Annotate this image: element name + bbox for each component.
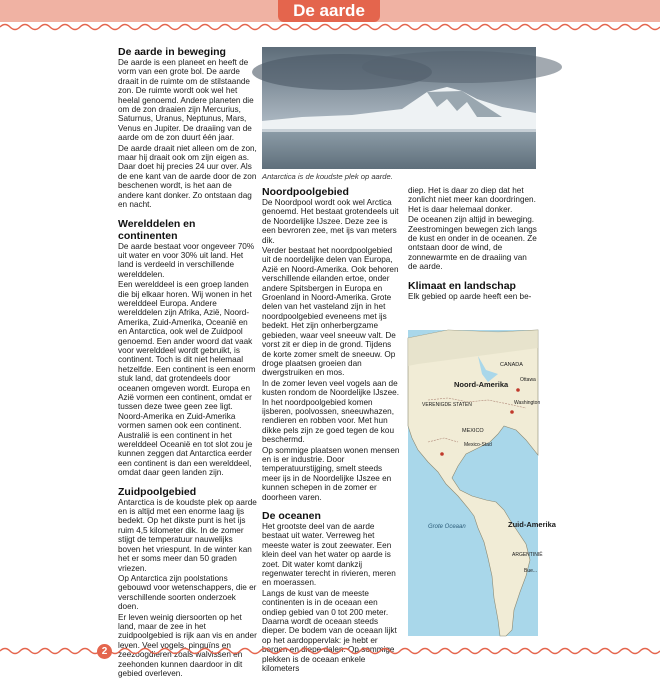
antarctica-photo [262,47,536,169]
map-label-mexico: MEXICO [462,428,484,434]
map-label-zuid-amerika: Zuid-Amerika [508,520,556,529]
paragraph: De aarde is een planeet en heeft de vorm van een grote bol. De aarde draait in de ruimte om de stilstaande zon. De ruimte wordt ook wel het heelal genoemd. Andere planeten die om de zon draaien zijn Mercurius, Saturnus, Uranus, Neptunus, Mars, Venus en Jupiter. De draaiing van de aarde om de zon duurt één jaar. [118,58,254,143]
column-1 [118,46,257,679]
page-header [0,0,660,22]
map-label-noord-amerika: Noord-Amerika [454,380,509,389]
map-label-verenigde-staten: VERENIGDE STATEN [422,402,472,408]
paragraph: Een werelddeel is een groep landen die bij elkaar horen. Wij wonen in het werelddeel Europa. Andere werelddelen zijn Afrika, Azië, Noord-Amerika, Zuid-Amerika, Oceanië en en Antarctica, ook wel de Zuidpool genoemd. Een ander woord dat vaak voor werelddeel wordt gebruikt, is continent. Toch is dit niet helemaal hetzelfde. Een continent is een enorm stuk land, dat grotendeels door oceanen omgeven wordt. Europa en Azië vormen een continent, omdat er tussen deze twee geen zee ligt. Noord-Amerika en Zuid-Amerika vormen samen ook een continent. Australië is een continent in het werelddeel Oceanië en tot slot zou je kunnen zeggen dat Antarctica eerder een continent is dan een werelddeel, omdat daar geen landen zijn. [118,280,256,478]
page-number: 2 [97,644,112,659]
photo-caption: Antarctica is de koudste plek op aarde. [262,172,393,181]
page-title: De aarde [293,1,365,20]
paragraph: Antarctica is de koudste plek op aarde en is altijd met een enorme laag ijs bedekt. Op het dikste punt is het ijs ruim 4,5 kilometer dik. In de zomer stijgt de temperatuur nauwelijks boven het vriespunt. In de winter kan het er soms meer dan 50 graden vriezen. [118,497,257,573]
paragraph: In de zomer leven veel vogels aan de kusten rondom de Noordelijke IJszee. In het noordpoolgebied komen ijsberen, poolvossen, sneeuwhazen, rendieren en robben voor. Met hun dikke pels zijn ze goed tegen de kou beschermd. [262,378,399,445]
top-wave-border [0,22,660,32]
map-label-grote-oceaan: Grote Oceaan [428,524,466,530]
map-label-washington: Washington [514,400,541,406]
section-title-noordpool: Noordpoolgebied [262,186,349,198]
section-title-werelddelen: Werelddelen en continenten [118,217,196,242]
map-label-buenos: Bue... [524,568,538,574]
paragraph: Verder bestaat het noordpoolgebied uit de noordelijke delen van Europa, Azië en Noord-Amerika. Ook behoren verschillende eilanden ertoe, onder andere Spitsbergen in Europa en Groenland in Noord-Amerika. Grote delen van het vasteland zijn in het noordpoolgebied eveneens met ijs bedekt. Het zijn onherbergzame gebieden, waar veel sneeuw valt. De vorst zit er diep in de grond. Tijdens de korte zomer smelt de sneeuw. Op droge plaatsen groeien dan dwergstruiken en mos. [262,246,399,378]
paragraph: De Noordpool wordt ook wel Arctica genoemd. Het bestaat grotendeels uit de Noordelijke IJszee. Deze zee is een bevroren zee, met ijs van meters dik. [262,198,399,245]
americas-map [408,330,556,636]
section-title-oceanen: De oceanen [262,510,321,522]
paragraph: Op Antarctica zijn poolstations gebouwd voor wetenschappers, die er verschillende soorten onderzoek doen. [118,573,257,612]
paragraph: De aarde bestaat voor ongeveer 70% uit water en voor 30% uit land. Het land is verdeeld in verschillende werelddelen. [118,241,255,279]
paragraph: Elk gebied op aarde heeft een be- [408,291,532,301]
paragraph: Er leven weinig diersoorten op het land, maar de zee in het zuidpoolgebied is rijk aan vis en ander leven. Veel vogels, pinguïns en zeezoogdieren zoals walvissen en zeehonden kunnen daardoor in dit gebied overleven. [118,612,257,678]
map-label-ottawa: Ottawa [520,377,536,383]
paragraph: Langs de kust van de meeste continenten is in de oceaan een ondiep gebied van 0 tot 200 meter. Daarna wordt de oceaan steeds dieper. De bodem van de oceaan lijkt op het aardoppervlak: je hebt er bergen en diepe dalen. Op sommige plekken is de oceaan enkele kilometers [262,588,397,674]
section-title-beweging: De aarde in beweging [118,46,226,58]
paragraph: Op sommige plaatsen wonen mensen en is er industrie. Door temperatuurstijging, smelt steeds meer ijs in de Noordelijke IJszee en kunnen schepen in de zomer er doorheen varen. [262,445,400,502]
section-title-klimaat: Klimaat en landschap [408,279,516,292]
paragraph: De aarde draait niet alleen om de zon, maar hij draait ook om zijn eigen as. Daar doet hij precies 24 uur over. Als de ene kant van de aarde door de zon beschenen wordt, is het aan de andere kant donker. Zo ontstaan dag en nacht. [118,143,257,210]
map-label-argentinie: ARGENTINIË [512,552,543,558]
section-title-zuidpool: Zuidpoolgebied [118,485,197,498]
map-graphic [408,330,541,636]
column-2 [262,186,402,675]
paragraph: Het grootste deel van de aarde bestaat uit water. Verreweg het meeste water is zout zeewater. Een klein deel van het water op aarde is zoet. Dit water komt dankzij regenwater terecht in rivieren, meren en moerassen. [262,522,396,588]
column-3 [408,186,538,302]
map-label-mexico-stad: Mexico-Stad [464,442,492,448]
paragraph: De oceanen zijn altijd in beweging. Zeestromingen bewegen zich langs de kust en onder in de oceanen. Ze ontstaan door de wind, de zonnewarmte en de draaiing van de aarde. [408,215,537,272]
map-label-canada: CANADA [500,362,523,368]
paragraph: diep. Het is daar zo diep dat het zonlicht niet meer kan doordringen. Het is daar helemaal donker. [408,186,536,214]
